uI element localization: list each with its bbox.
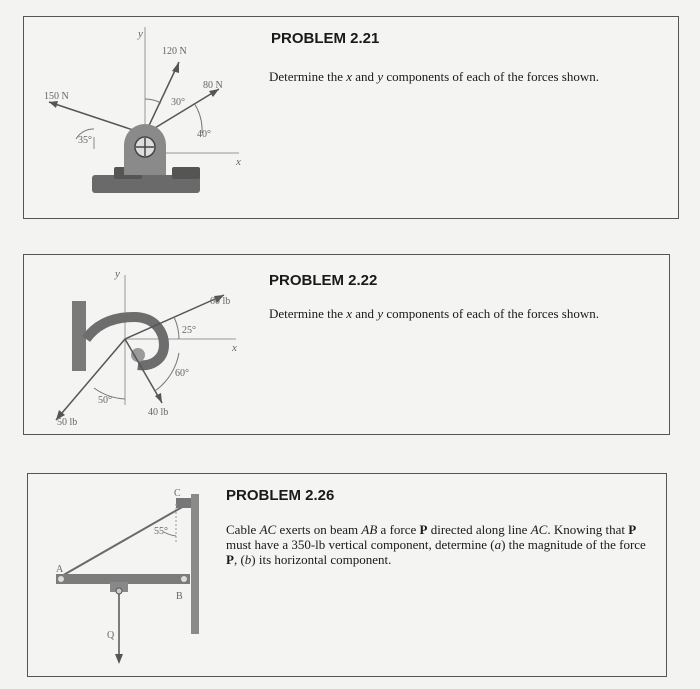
- force-label-150n: 150 N: [44, 91, 69, 102]
- force-label-40lb: 40 lb: [148, 407, 169, 418]
- load-label-q: Q: [107, 630, 115, 641]
- column: [191, 494, 199, 634]
- angle-label-60: 60°: [175, 368, 189, 379]
- point-label-a: A: [56, 564, 64, 575]
- bracket-foot: [172, 167, 200, 179]
- point-label-c: C: [174, 488, 181, 499]
- angle-arc-30: [145, 99, 161, 103]
- problem-title: PROBLEM 2.22: [269, 272, 378, 289]
- pin-a: [58, 576, 64, 582]
- force-label-80n: 80 N: [203, 80, 223, 91]
- problem-prompt: Determine the x and y components of each of the forces shown.: [269, 306, 599, 321]
- problem-title: PROBLEM 2.21: [271, 30, 380, 47]
- angle-label-55: 55°: [154, 526, 168, 537]
- arrowhead: [49, 101, 58, 108]
- problem-2-21-panel: [23, 16, 679, 219]
- force-label-50lb: 50 lb: [57, 417, 78, 428]
- force-label-120n: 120 N: [162, 46, 187, 57]
- angle-arc-25: [174, 317, 179, 339]
- problem-prompt: Determine the x and y components of each of the forces shown.: [269, 69, 599, 84]
- angle-label-40: 40°: [197, 129, 211, 140]
- arrowhead: [172, 62, 179, 73]
- problem-prompt: Cable AC exerts on beam AB a force P directed along line AC. Knowing that P must have a 350-lb vertical component, determine (a) the magnitude of the force P, (b) its horizontal component.: [226, 522, 646, 567]
- y-axis-label: y: [138, 28, 143, 40]
- x-axis-label: x: [232, 342, 237, 354]
- problem-2-22-panel: [23, 254, 670, 435]
- problem-2-26-panel: [27, 473, 667, 677]
- arrowhead: [115, 654, 123, 664]
- angle-label-25: 25°: [182, 325, 196, 336]
- force-arrow-150n: [49, 102, 145, 134]
- arrowhead: [155, 393, 162, 403]
- bracket-c: [176, 498, 191, 508]
- figure-2-26: [28, 474, 668, 678]
- problem-title: PROBLEM 2.26: [226, 487, 335, 504]
- hook-tip: [131, 348, 145, 362]
- angle-label-30: 30°: [171, 97, 185, 108]
- angle-label-35: 35°: [78, 135, 92, 146]
- force-arrow-40lb: [125, 339, 162, 403]
- point-label-b: B: [176, 591, 183, 602]
- x-axis-label: x: [236, 156, 241, 168]
- force-label-60lb: 60 lb: [210, 296, 231, 307]
- cable-ac: [60, 502, 191, 577]
- y-axis-label: y: [115, 268, 120, 280]
- force-arrow-50lb: [56, 339, 125, 420]
- pin-b: [181, 576, 187, 582]
- figure-2-21: [24, 17, 680, 220]
- angle-label-50: 50°: [98, 395, 112, 406]
